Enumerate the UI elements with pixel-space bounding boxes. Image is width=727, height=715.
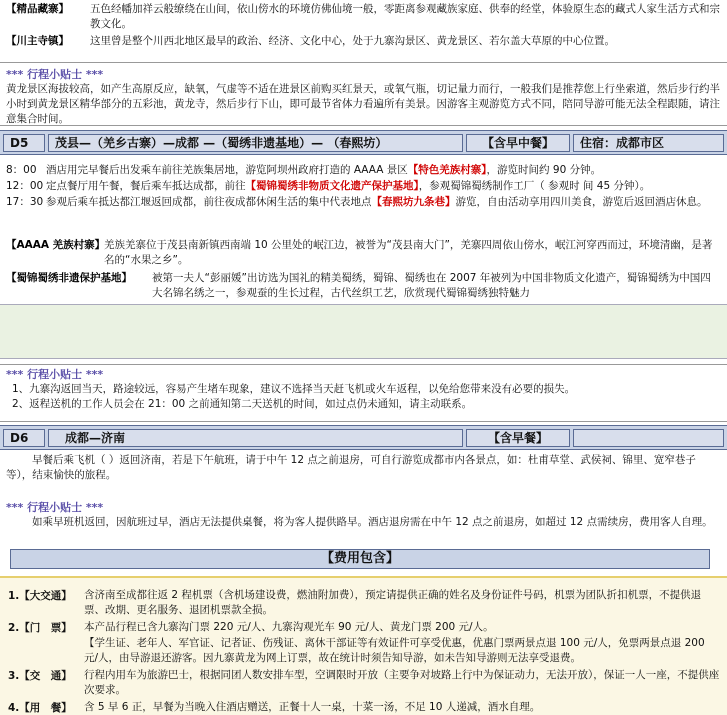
fee-value: 【学生证、老年人、军官证、记者证、伤残证、离休干部证等有效证件可享受优惠，优惠门票两景点退 100 元/人，免票两景点退 200 元/人，由导游退还游客。因九寨黄龙为网上订票，故在统计时须告知导游，如未告知导游则无法享受退费。	[84, 637, 705, 664]
fee-key: 4.【用 餐】	[8, 702, 72, 714]
schedule-tail: ，参观蜀锦蜀绣制作工厂（ 参观时 间 45 分钟）。	[418, 180, 651, 192]
schedule-time: 17：30	[6, 196, 44, 208]
paragraph-label: 【精品藏寨】	[6, 3, 69, 15]
paragraph-text: 五色经幡加祥云般缭绕在山间，依山傍水的环境仿佛仙境一般，零距离参观藏族家庭、供奉的经堂，体验原生态的藏式人家生活方式和宗教文化。	[90, 3, 720, 30]
meal-info: 【含早餐】	[466, 429, 570, 447]
note-label: 【蜀锦蜀绣非遗保护基地】	[6, 272, 132, 284]
day-route: 茂县—（羌乡古寨）—成都 —（蜀绣非遗基地）— （春熙坊）	[48, 134, 463, 152]
schedule-tail: ，游览时间约 90 分钟。	[486, 164, 602, 176]
day-route: 成都—济南	[48, 429, 463, 447]
schedule-text: 参观后乘车抵达都江堰返回成都，前往夜成都休闲生活的集中代表地点	[46, 196, 372, 208]
hotel-info-empty	[573, 429, 724, 447]
day-6-text: 早餐后乘飞机（ ）返回济南，若是下午航班，请于中午 12 点之前退房，可自行游览成都市内各景点，如：杜甫草堂、武侯祠、锦里、宽窄巷子等），结束愉快的旅程。	[6, 454, 696, 481]
day-5-header	[0, 130, 727, 155]
schedule-highlight: 【春熙坊九条巷】	[371, 196, 456, 208]
fee-key: 3.【交 通】	[8, 670, 72, 682]
day-5-notes	[0, 238, 727, 301]
tips-text: 如乘早班机返回，因航班过早，酒店无法提供桌餐，将为客人提供路早。酒店退房需在中午 12 点之前退房，如超过 12 点需续房，费用客人自理。	[32, 516, 713, 528]
hotel-info: 住宿：成都市区	[573, 134, 724, 152]
schedule-text: 定点餐厅用午餐，餐后乘车抵达成都，前往	[46, 180, 246, 192]
fee-value: 本产品行程已含九寨沟门票 220 元/人、九寨沟观光车 90 元/人、黄龙门票 200 元/人。	[84, 621, 494, 633]
tips-title: *** 行程小贴士 ***	[6, 501, 104, 514]
tips-title: *** 行程小贴士 ***	[6, 68, 104, 81]
paragraph-text: 这里曾是整个川西北地区最早的政治、经济、文化中心，处于九寨沟景区、黄龙景区、若尔盖大草原的中心位置。	[90, 35, 615, 47]
schedule-tail: 游览，自由活动享用四川美食，游览后返回酒店休息。	[455, 196, 708, 208]
day-6-header	[0, 425, 727, 450]
spacer-band	[0, 304, 727, 359]
schedule-time: 12：00	[6, 180, 44, 192]
note-text: 被第一夫人“彭丽媛”出访选为国礼的精美蜀绣，蜀锦、蜀绣也在 2007 年被列为中国非物质文化遗产，蜀锦蜀绣为中国四大名锦名绣之一，参观蚕的生长过程，古代丝织工艺，欣赏现代蜀锦蜀绣独特魅力	[152, 272, 711, 299]
schedule-text: 酒店用完早餐后出发乘车前往羌族集居地，游览阿坝州政府打造的 AAAA 景区	[46, 164, 408, 176]
fee-key: 1.【大交通】	[8, 590, 72, 602]
schedule-highlight: 【特色羌族村寨】	[407, 164, 487, 176]
day-number: D5	[3, 134, 45, 152]
fee-value: 行程内用车为旅游巴士，根据同团人数安排车型，空调限时开放（主要争对坡路上行中为保证动力，无法开放），保证一人一座，不提供座次要求。	[84, 669, 720, 696]
fee-value: 含济南至成都往返 2 程机票（含机场建设费，燃油附加费），预定请提供正确的姓名及身份证件号码，机票为团队折扣机票，不提供退票、改期、更名服务、退团机票款全损。	[84, 589, 702, 616]
schedule-highlight: 【蜀锦蜀绣非物质文化遗产保护基地】	[245, 180, 419, 192]
travel-tips-3	[0, 500, 727, 530]
travel-tips-1	[0, 62, 727, 126]
fee-key: 2.【门 票】	[8, 622, 72, 634]
intro-section	[0, 2, 727, 49]
tips-title: *** 行程小贴士 ***	[6, 368, 104, 381]
fee-value: 含 5 早 6 正，早餐为当晚入住酒店赠送，正餐十人一桌，十菜一汤，不足 10 人递减，酒水自理。	[84, 701, 541, 713]
tips-item: 1、九寨沟返回当天，路途较远，容易产生堵车现象，建议不选择当天赶飞机或火车返程，以免给您带来没有必要的损失。	[12, 383, 576, 395]
fee-included-header: 【费用包含】	[10, 549, 710, 569]
note-qiang-village	[6, 238, 721, 268]
day-5-schedule	[0, 159, 727, 229]
fee-included-section	[0, 576, 727, 715]
meal-info: 【含早中餐】	[466, 134, 570, 152]
note-text: 羌族羌寨位于茂县南新镇西南端 10 公里处的岷江边，被誉为“茂县南大门”，羌寨四周依山傍水，岷江河穿西而过，环境清幽，是著名的“水果之乡”。	[104, 239, 713, 266]
day-number: D6	[3, 429, 45, 447]
paragraph-chuanzhusi	[6, 34, 721, 49]
schedule-time: 8：00	[6, 164, 37, 176]
paragraph-label: 【川主寺镇】	[6, 35, 69, 47]
note-label: 【AAAA 羌族村寨】	[6, 239, 106, 251]
note-shu-embroidery	[6, 271, 721, 301]
tips-text: 黄龙景区海拔较高，如产生高原反应，缺氧，气虚等不适在进景区前购买红景天，或氧气瓶，切记量力而行，一般我们是推荐您上行坐索道，然后步行约半小时到黄龙景区精华部分的五彩池，黄龙寺，然后步行下山，即可最节省体力看遍所有美景。因游客主观游览方式不同，陪同导游可能无法全程跟随，请注意集合时间。	[6, 83, 720, 125]
tips-item: 2、返程送机的工作人员会在 21：00 之前通知第二天送机的时间，如过点仍未通知，请主动联系。	[12, 398, 473, 410]
travel-tips-2	[0, 364, 727, 422]
paragraph-tibetan-village	[6, 2, 721, 32]
